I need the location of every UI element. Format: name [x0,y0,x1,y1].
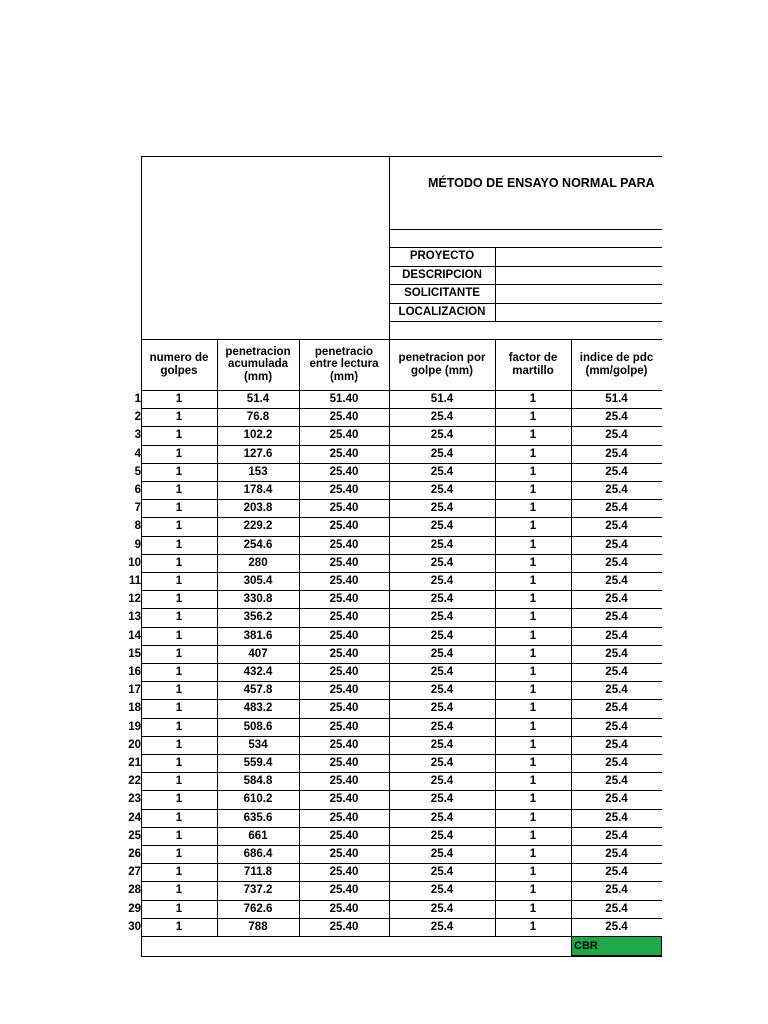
table-cell-porgolpe[interactable]: 25.4 [430,811,454,824]
table-cell-factor[interactable]: 1 [529,410,537,423]
table-cell-golpes[interactable]: 1 [175,902,183,915]
table-cell-factor[interactable]: 1 [529,792,537,805]
row-number: 24 [128,812,141,824]
table-cell-porgolpe[interactable]: 25.4 [430,865,454,878]
table-cell-factor[interactable]: 1 [529,519,537,532]
table-cell-golpes[interactable]: 1 [175,647,183,660]
table-cell-entre[interactable]: 25.40 [329,683,359,696]
table-cell-acum[interactable]: 635.6 [243,811,273,824]
table-cell-entre[interactable]: 25.40 [329,829,359,842]
table-cell-porgolpe[interactable]: 25.4 [430,720,454,733]
field-label: SOLICITANTE [404,287,480,300]
table-cell-golpes[interactable]: 1 [175,920,183,933]
table-cell-entre[interactable]: 25.40 [329,738,359,751]
table-cell-acum[interactable]: 432.4 [243,665,273,678]
table-cell-porgolpe[interactable]: 25.4 [430,538,454,551]
field-value-proyecto[interactable] [496,247,662,266]
table-cell-factor[interactable]: 1 [529,447,537,460]
table-cell-factor[interactable]: 1 [529,592,537,605]
table-cell-factor[interactable]: 1 [529,483,537,496]
table-cell-factor[interactable]: 1 [529,538,537,551]
table-cell-entre[interactable]: 25.40 [329,847,359,860]
table-cell-factor[interactable]: 1 [529,556,537,569]
table-cell-indice[interactable]: 25.4 [605,865,628,878]
table-cell-porgolpe[interactable]: 25.4 [430,501,454,514]
row-number: 6 [134,484,141,496]
row-number: 1 [134,393,141,405]
table-cell-porgolpe[interactable]: 25.4 [430,483,454,496]
row-number: 11 [128,575,141,587]
table-cell-entre[interactable]: 25.40 [329,410,359,423]
table-cell-entre[interactable]: 25.40 [329,629,359,642]
table-cell-golpes[interactable]: 1 [175,428,183,441]
table-cell-porgolpe[interactable]: 25.4 [430,920,454,933]
table-cell-indice[interactable]: 25.4 [605,592,628,605]
table-cell-acum[interactable]: 102.2 [243,428,273,441]
row-number: 29 [128,903,141,915]
table-cell-entre[interactable]: 25.40 [329,556,359,569]
row-number: 4 [134,448,141,460]
table-cell-indice[interactable]: 25.4 [605,519,628,532]
column-header: penetracion por golpe (mm) [398,352,486,377]
table-cell-acum[interactable]: 508.6 [243,720,273,733]
row-number: 14 [128,630,141,642]
table-cell-acum[interactable]: 762.6 [243,902,273,915]
table-cell-indice[interactable]: 51.4 [605,392,628,405]
table-cell-indice[interactable]: 25.4 [605,883,628,896]
row-number: 18 [128,702,141,714]
table-cell-porgolpe[interactable]: 25.4 [430,647,454,660]
table-cell-indice[interactable]: 25.4 [605,756,628,769]
table-cell-entre[interactable]: 25.40 [329,665,359,678]
table-cell-indice[interactable]: 25.4 [605,574,628,587]
table-cell-indice[interactable]: 25.4 [605,647,628,660]
table-cell-golpes[interactable]: 1 [175,592,183,605]
table-cell-porgolpe[interactable]: 25.4 [430,629,454,642]
row-number: 12 [128,593,141,605]
table-cell-entre[interactable]: 25.40 [329,447,359,460]
table-cell-acum[interactable]: 584.8 [243,774,273,787]
table-cell-acum[interactable]: 178.4 [243,483,273,496]
table-cell-porgolpe[interactable]: 25.4 [430,428,454,441]
table-cell-golpes[interactable]: 1 [175,447,183,460]
fields-bottom-line [389,321,662,322]
table-cell-entre[interactable]: 25.40 [329,902,359,915]
table-cell-entre[interactable]: 25.40 [329,774,359,787]
row-number: 3 [134,429,141,441]
table-cell-factor[interactable]: 1 [529,811,537,824]
cbr-cell[interactable]: CBR [571,936,662,956]
table-cell-porgolpe[interactable]: 25.4 [430,902,454,915]
table-cell-indice[interactable]: 25.4 [605,665,628,678]
table-cell-indice[interactable]: 25.4 [605,410,628,423]
table-cell-acum[interactable]: 457.8 [243,683,273,696]
table-cell-entre[interactable]: 25.40 [329,428,359,441]
table-cell-entre[interactable]: 25.40 [329,519,359,532]
table-cell-porgolpe[interactable]: 25.4 [430,610,454,623]
table-cell-factor[interactable]: 1 [529,883,537,896]
table-cell-acum[interactable]: 534 [248,738,268,751]
table-cell-factor[interactable]: 1 [529,829,537,842]
table-cell-indice[interactable]: 25.4 [605,829,628,842]
table-cell-golpes[interactable]: 1 [175,847,183,860]
table-cell-acum[interactable]: 127.6 [243,447,273,460]
table-cell-acum[interactable]: 737.2 [243,883,273,896]
field-value-localizacion[interactable] [496,303,662,322]
table-cell-golpes[interactable]: 1 [175,683,183,696]
table-cell-acum[interactable]: 254.6 [243,538,273,551]
table-cell-golpes[interactable]: 1 [175,392,183,405]
row-number: 8 [134,520,141,532]
table-cell-porgolpe[interactable]: 25.4 [430,701,454,714]
table-cell-factor[interactable]: 1 [529,920,537,933]
table-cell-entre[interactable]: 25.40 [329,647,359,660]
table-cell-golpes[interactable]: 1 [175,465,183,478]
table-cell-factor[interactable]: 1 [529,683,537,696]
table-cell-entre[interactable]: 25.40 [329,610,359,623]
table-cell-acum[interactable]: 153 [248,465,268,478]
table-cell-factor[interactable]: 1 [529,392,537,405]
table-cell-acum[interactable]: 203.8 [243,501,273,514]
table-cell-acum[interactable]: 330.8 [243,592,273,605]
table-cell-acum[interactable]: 229.2 [243,519,273,532]
row-number: 17 [128,684,141,696]
table-cell-acum[interactable]: 356.2 [243,610,273,623]
table-cell-entre[interactable]: 25.40 [329,465,359,478]
table-cell-acum[interactable]: 483.2 [243,701,273,714]
table-cell-indice[interactable]: 25.4 [605,847,628,860]
column-header: factor de martillo [508,352,558,377]
table-cell-factor[interactable]: 1 [529,865,537,878]
table-cell-porgolpe[interactable]: 25.4 [430,447,454,460]
table-cell-golpes[interactable]: 1 [175,501,183,514]
table-cell-indice[interactable]: 25.4 [605,629,628,642]
row-number: 27 [128,866,141,878]
table-cell-golpes[interactable]: 1 [175,701,183,714]
row-number: 2 [134,411,141,423]
field-label: PROYECTO [409,250,475,263]
field-label: DESCRIPCION [402,269,482,282]
table-cell-porgolpe[interactable]: 25.4 [430,883,454,896]
table-cell-entre[interactable]: 25.40 [329,811,359,824]
row-number: 25 [128,830,141,842]
row-number: 9 [134,539,141,551]
table-cell-indice[interactable]: 25.4 [605,610,628,623]
table-cell-factor[interactable]: 1 [529,574,537,587]
table-cell-entre[interactable]: 25.40 [329,756,359,769]
field-label: LOCALIZACION [398,306,486,319]
row-number: 26 [128,848,141,860]
table-cell-golpes[interactable]: 1 [175,792,183,805]
table-cell-entre[interactable]: 25.40 [329,720,359,733]
table-cell-factor[interactable]: 1 [529,629,537,642]
table-cell-golpes[interactable]: 1 [175,538,183,551]
table-cell-porgolpe[interactable]: 25.4 [430,792,454,805]
table-cell-acum[interactable]: 788 [248,920,268,933]
table-cell-golpes[interactable]: 1 [175,883,183,896]
table-cell-acum[interactable]: 51.4 [246,392,270,405]
column-header: indice de pdc (mm/golpe) [579,352,654,377]
table-cell-golpes[interactable]: 1 [175,410,183,423]
table-cell-factor[interactable]: 1 [529,610,537,623]
table-cell-porgolpe[interactable]: 25.4 [430,519,454,532]
table-cell-acum[interactable]: 661 [248,829,268,842]
table-cell-porgolpe[interactable]: 25.4 [430,465,454,478]
table-cell-indice[interactable]: 25.4 [605,774,628,787]
row-number: 23 [128,793,141,805]
row-number: 30 [128,921,141,933]
table-cell-acum[interactable]: 280 [248,556,268,569]
row-number: 10 [128,557,141,569]
table-cell-entre[interactable]: 25.40 [329,883,359,896]
row-number: 21 [128,757,141,769]
table-cell-acum[interactable]: 559.4 [243,756,273,769]
table-cell-entre[interactable]: 25.40 [329,701,359,714]
column-header: penetracio entre lectura (mm) [309,346,379,383]
table-cell-entre[interactable]: 25.40 [329,483,359,496]
table-cell-entre[interactable]: 25.40 [329,501,359,514]
table-cell-factor[interactable]: 1 [529,774,537,787]
table-cell-acum[interactable]: 686.4 [243,847,273,860]
table-cell-factor[interactable]: 1 [529,665,537,678]
table-cell-entre[interactable]: 25.40 [329,574,359,587]
table-cell-golpes[interactable]: 1 [175,519,183,532]
table-cell-entre[interactable]: 25.40 [329,920,359,933]
table-cell-acum[interactable]: 610.2 [243,792,273,805]
table-cell-acum[interactable]: 711.8 [243,865,273,878]
table-cell-indice[interactable]: 25.4 [605,538,628,551]
table-cell-factor[interactable]: 1 [529,720,537,733]
table-cell-indice[interactable]: 25.4 [605,447,628,460]
table-cell-factor[interactable]: 1 [529,501,537,514]
table-cell-indice[interactable]: 25.4 [605,902,628,915]
table-cell-porgolpe[interactable]: 25.4 [430,556,454,569]
table-cell-factor[interactable]: 1 [529,428,537,441]
table-cell-porgolpe[interactable]: 25.4 [430,774,454,787]
table-cell-factor[interactable]: 1 [529,465,537,478]
field-value-descripcion[interactable] [496,266,662,285]
table-cell-factor[interactable]: 1 [529,738,537,751]
table-cell-indice[interactable]: 25.4 [605,720,628,733]
table-cell-indice[interactable]: 25.4 [605,920,628,933]
row-number: 5 [134,466,141,478]
table-cell-indice[interactable]: 25.4 [605,792,628,805]
field-value-solicitante[interactable] [496,284,662,303]
table-cell-indice[interactable]: 25.4 [605,811,628,824]
table-cell-entre[interactable]: 25.40 [329,865,359,878]
table-cell-indice[interactable]: 25.4 [605,465,628,478]
table-cell-indice[interactable]: 25.4 [605,738,628,751]
row-number: 22 [128,775,141,787]
table-cell-factor[interactable]: 1 [529,647,537,660]
table-cell-golpes[interactable]: 1 [175,556,183,569]
table-cell-golpes[interactable]: 1 [175,665,183,678]
table-cell-entre[interactable]: 25.40 [329,538,359,551]
column-header: numero de golpes [149,352,209,377]
table-cell-porgolpe[interactable]: 25.4 [430,738,454,751]
row-number: 15 [128,648,141,660]
footer-bottom-line [141,956,662,957]
table-cell-golpes[interactable]: 1 [175,756,183,769]
row-number: 20 [128,739,141,751]
table-cell-golpes[interactable]: 1 [175,865,183,878]
table-cell-indice[interactable]: 25.4 [605,501,628,514]
table-cell-porgolpe[interactable]: 25.4 [430,756,454,769]
row-number: 16 [128,666,141,678]
table-cell-indice[interactable]: 25.4 [605,556,628,569]
column-header: penetracion acumulada (mm) [225,346,291,383]
table-cell-acum[interactable]: 305.4 [243,574,273,587]
table-cell-golpes[interactable]: 1 [175,811,183,824]
table-cell-porgolpe[interactable]: 51.4 [430,392,454,405]
table-cell-factor[interactable]: 1 [529,701,537,714]
title-bottom-line [389,229,662,230]
top-border [141,156,662,157]
table-cell-entre[interactable]: 51.40 [329,392,359,405]
table-cell-indice[interactable]: 25.4 [605,701,628,714]
table-cell-porgolpe[interactable]: 25.4 [430,410,454,423]
table-cell-acum[interactable]: 76.8 [246,410,270,423]
table-cell-golpes[interactable]: 1 [175,829,183,842]
table-cell-porgolpe[interactable]: 25.4 [430,665,454,678]
table-cell-indice[interactable]: 25.4 [605,683,628,696]
table-cell-factor[interactable]: 1 [529,902,537,915]
table-cell-golpes[interactable]: 1 [175,610,183,623]
table-cell-entre[interactable]: 25.40 [329,592,359,605]
row-number: 19 [128,721,141,733]
table-cell-golpes[interactable]: 1 [175,720,183,733]
table-cell-golpes[interactable]: 1 [175,574,183,587]
table-cell-golpes[interactable]: 1 [175,629,183,642]
table-cell-porgolpe[interactable]: 25.4 [430,592,454,605]
table-cell-golpes[interactable]: 1 [175,483,183,496]
table-cell-porgolpe[interactable]: 25.4 [430,574,454,587]
document-title: MÉTODO DE ENSAYO NORMAL PARA [428,176,655,190]
table-cell-factor[interactable]: 1 [529,847,537,860]
row-number: 7 [134,502,141,514]
row-number: 28 [128,884,141,896]
table-cell-porgolpe[interactable]: 25.4 [430,847,454,860]
table-cell-golpes[interactable]: 1 [175,738,183,751]
table-cell-acum[interactable]: 407 [248,647,268,660]
table-cell-golpes[interactable]: 1 [175,774,183,787]
row-number: 13 [128,611,141,623]
table-cell-porgolpe[interactable]: 25.4 [430,683,454,696]
table-cell-acum[interactable]: 381.6 [243,629,273,642]
table-cell-factor[interactable]: 1 [529,756,537,769]
table-cell-indice[interactable]: 25.4 [605,483,628,496]
table-cell-porgolpe[interactable]: 25.4 [430,829,454,842]
table-cell-indice[interactable]: 25.4 [605,428,628,441]
table-cell-entre[interactable]: 25.40 [329,792,359,805]
